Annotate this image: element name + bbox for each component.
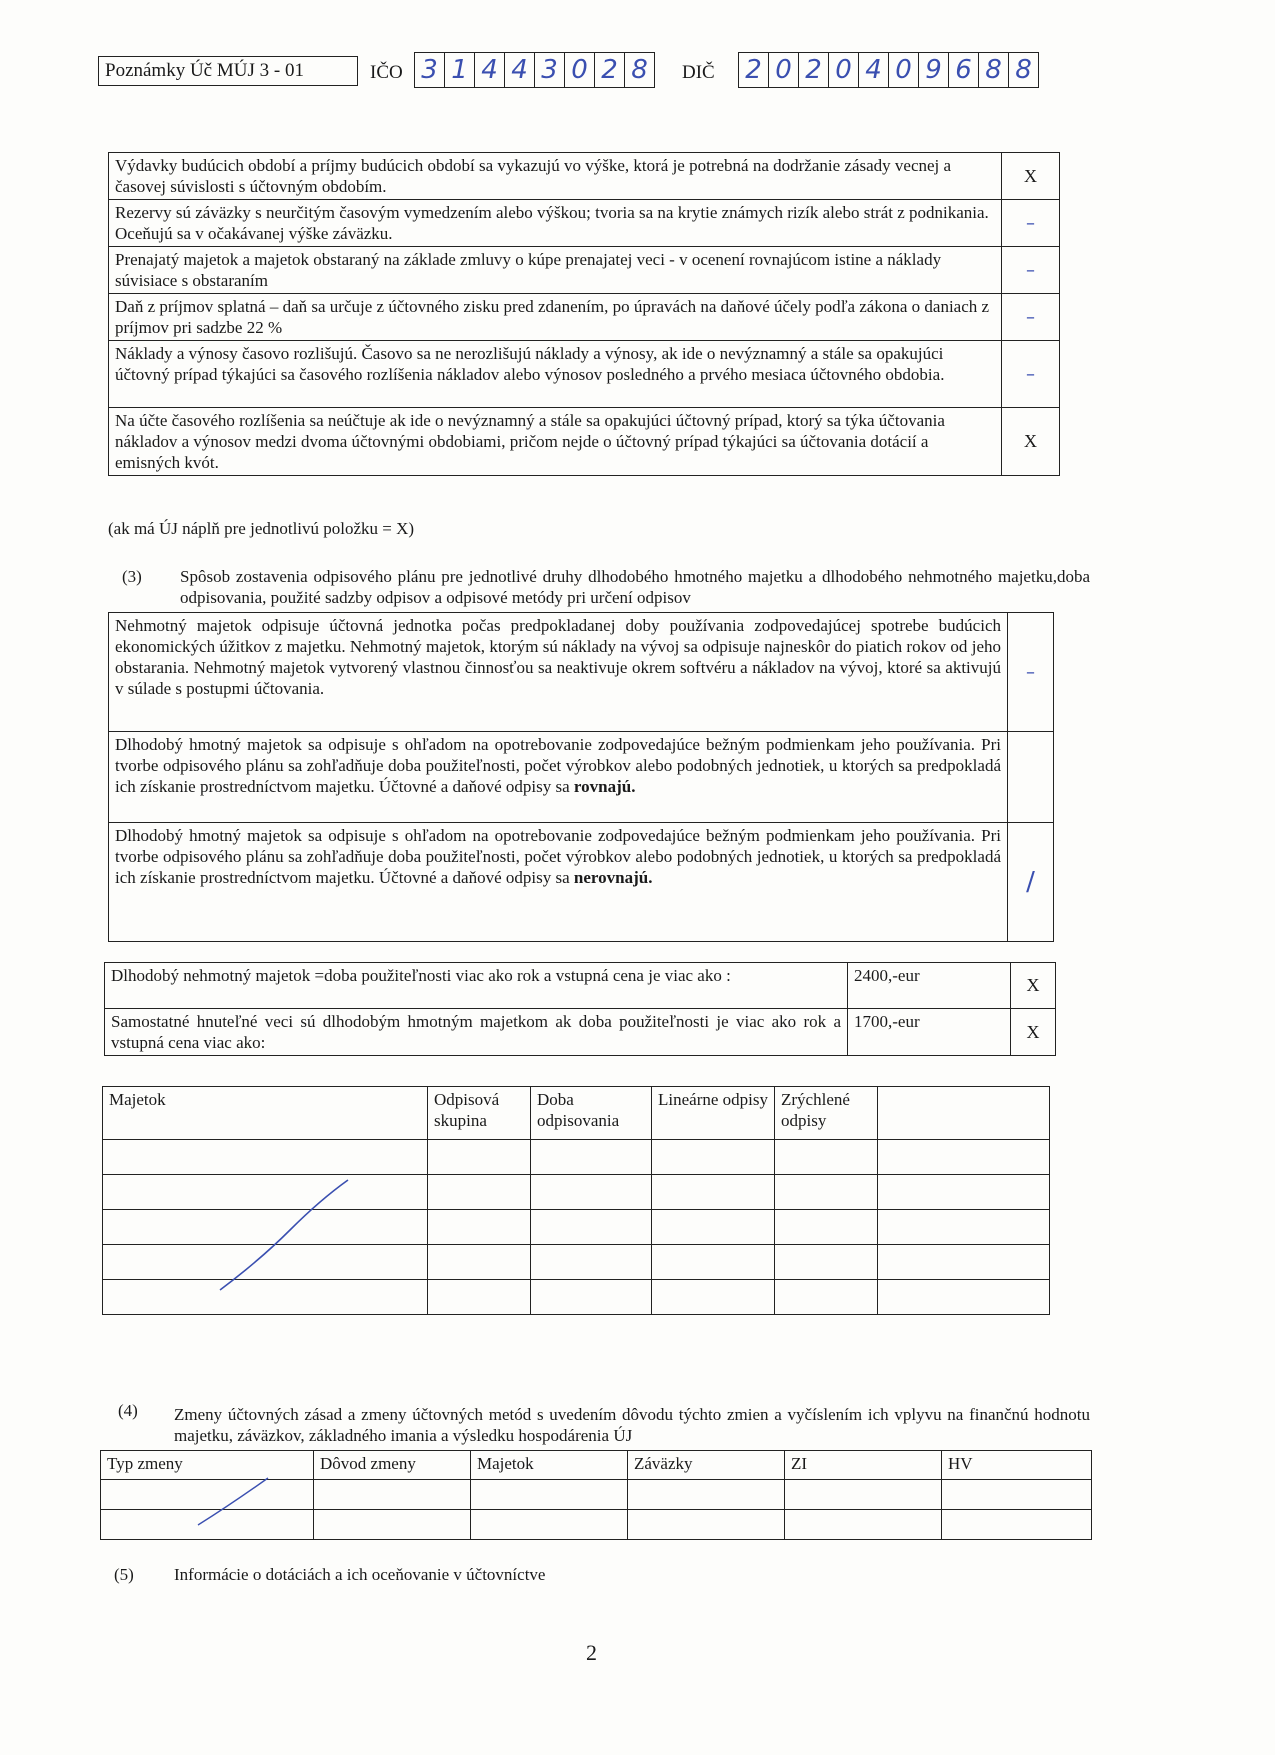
col-header: Lineárne odpisy <box>652 1087 775 1140</box>
method-cell <box>109 823 1008 942</box>
col-header: Odpisová skupina <box>428 1087 531 1140</box>
method-mark: / <box>1008 823 1054 942</box>
ico-digit: 0 <box>565 53 595 87</box>
table-row <box>105 963 1056 1009</box>
table-row <box>109 341 1060 408</box>
ico-digit: 2 <box>595 53 625 87</box>
col-header <box>878 1087 1050 1140</box>
method-mark <box>1008 732 1054 823</box>
method-text: Dlhodobý hmotný majetok sa odpisuje s ohľadom na opotrebovanie zodpovedajúce bežným podmienkam jeho používania. Pri tvorbe odpisového plánu sa zohľadňuje doba použiteľnosti, počet výrobkov alebo podobných jednotiek, u ktorých sa predpokladá ich získanie prostredníctvom majetku. Účtovné a daňové odpisy sa <box>115 735 1001 796</box>
ico-digit: 8 <box>631 55 648 85</box>
method-text: Nehmotný majetok odpisuje účtovná jednotka počas predpokladanej doby používania zodpovedajúcej spotrebe budúcich ekonomických úžitkov z majetku. Nehmotný majetok, ktorým sú náklady na vývoj sa odpisuje najneskôr do piatich rokov od jeho obstarania. Nehmotný majetok vytvorený vlastnou činnosťou sa neaktivuje okrem softvéru a nákladov na vývoj, ktoré sa aktivujú v súlade s postupmi účtovania. <box>109 613 1008 732</box>
table-row <box>109 613 1054 732</box>
dic-digit-boxes <box>738 52 1039 88</box>
form-label-box <box>98 56 358 86</box>
limit-value: 2400,-eur <box>848 963 1011 1009</box>
asset-limits-table <box>104 962 1056 1056</box>
policy-text: Daň z príjmov splatná – daň sa určuje z účtovného zisku pred zdanením, po úpravách na daňové účely podľa zákona o daniach z príjmov pri sadzbe 22 % <box>109 294 1002 341</box>
dic-digit: 2 <box>799 53 829 87</box>
strike-through-line-icon <box>200 1170 360 1300</box>
ico-digit: 1 <box>445 53 475 87</box>
method-text-bold: rovnajú. <box>573 777 636 796</box>
policy-text: Výdavky budúcich období a príjmy budúcich období sa vykazujú vo výške, ktorá je potrebná na dodržanie zásady vecnej a časovej súvislosti s účtovným obdobím. <box>109 153 1002 200</box>
policies-footnote: (ak má ÚJ náplň pre jednotlivú položku = X) <box>108 519 415 538</box>
table-row <box>109 732 1054 823</box>
section4-title: Zmeny účtovných zásad a zmeny účtovných metód s uvedením dôvodu týchto zmien a vyčíslením ich vplyvu na finančnú hodnotu majetku, záväzkov, základného imania a výsledku hospodárenia ÚJ <box>174 1405 1090 1445</box>
method-text: Dlhodobý hmotný majetok sa odpisuje s ohľadom na opotrebovanie zodpovedajúce bežným podmienkam jeho používania. Pri tvorbe odpisového plánu sa zohľadňuje doba použiteľnosti, počet výrobkov alebo podobných jednotiek, u ktorých sa predpokladá ich získanie prostredníctvom majetku. Účtovné a daňové odpisy sa <box>115 826 1001 887</box>
policy-mark: – <box>1002 247 1060 294</box>
table-header-row <box>103 1087 1050 1140</box>
col-header: Záväzky <box>628 1451 785 1480</box>
policy-mark: X <box>1002 408 1060 476</box>
policy-mark: X <box>1002 153 1060 200</box>
col-header: HV <box>942 1451 1092 1480</box>
dic-digit: 8 <box>979 53 1009 87</box>
table-row <box>109 247 1060 294</box>
section4-number: (4) <box>118 1401 138 1420</box>
form-label: Poznámky Úč MÚJ 3 - 01 <box>105 60 304 81</box>
col-header: Zrýchlené odpisy <box>775 1087 878 1140</box>
dic-digit: 6 <box>949 53 979 87</box>
section3-number: (3) <box>122 567 142 586</box>
dic-digit: 0 <box>889 53 919 87</box>
table-row <box>105 1009 1056 1056</box>
ico-digit: 4 <box>505 53 535 87</box>
ico-digit: 4 <box>475 53 505 87</box>
ico-digit: 3 <box>415 53 445 87</box>
section5-title: Informácie o dotáciách a ich oceňovanie v účtovníctve <box>174 1565 546 1584</box>
table-row <box>109 200 1060 247</box>
dic-label: DIČ <box>682 62 715 83</box>
limit-text: Dlhodobý nehmotný majetok =doba použiteľnosti viac ako rok a vstupná cena je viac ako : <box>105 963 848 1009</box>
dic-digit: 0 <box>769 53 799 87</box>
depreciation-methods-table <box>108 612 1054 942</box>
method-cell <box>109 732 1008 823</box>
table-row <box>109 294 1060 341</box>
method-text-bold: nerovnajú. <box>573 868 653 887</box>
policies-table <box>108 152 1060 476</box>
policy-mark: – <box>1002 341 1060 408</box>
col-header: Typ zmeny <box>101 1451 314 1480</box>
ico-digit-boxes <box>414 52 655 88</box>
dic-digit: 2 <box>739 53 769 87</box>
strike-through-line-icon <box>190 1470 280 1530</box>
page-number: 2 <box>586 1640 597 1665</box>
limit-mark: X <box>1011 963 1056 1009</box>
col-header: Majetok <box>103 1087 428 1140</box>
policy-text: Na účte časového rozlíšenia sa neúčtuje ak ide o nevýznamný a stále sa opakujúci účtovný prípad, ktorý sa týka účtovania nákladov a výnosov medzi dvoma účtovnými obdobiami, pričom nejde o účtovný prípad týkajúci sa účtovania dotácií a emisných kvót. <box>109 408 1002 476</box>
limit-value: 1700,-eur <box>848 1009 1011 1056</box>
table-row <box>109 153 1060 200</box>
policy-text: Náklady a výnosy časovo rozlišujú. Časovo sa ne nerozlišujú náklady a výnosy, ak ide o nevýznamný a stále sa opakujúci účtovný prípad týkajúci sa časového rozlíšenia nákladov alebo výnosov posledného a prvého mesiaca účtovného obdobia. <box>109 341 1002 408</box>
section3-title: Spôsob zostavenia odpisového plánu pre jednotlivé druhy dlhodobého hmotného majetku a dlhodobého nehmotného majetku,doba odpisovania, použité sadzby odpisov a odpisové metódy pri určení odpisov <box>180 567 1090 607</box>
policy-text: Rezervy sú záväzky s neurčitým časovým vymedzením alebo výškou; tvoria sa na krytie známych rizík alebo strát z podnikania. Oceňujú sa v očakávanej výške záväzku. <box>109 200 1002 247</box>
dic-digit: 8 <box>1015 55 1032 85</box>
col-header: Dôvod zmeny <box>314 1451 471 1480</box>
col-header: Doba odpisovania <box>531 1087 652 1140</box>
policy-mark: – <box>1002 294 1060 341</box>
table-row <box>109 408 1060 476</box>
method-mark: – <box>1008 613 1054 732</box>
section5-number: (5) <box>114 1565 134 1584</box>
policy-mark: – <box>1002 200 1060 247</box>
dic-digit: 9 <box>919 53 949 87</box>
limit-text: Samostatné hnuteľné veci sú dlhodobým hmotným majetkom ak doba použiteľnosti je viac ako rok a vstupná cena viac ako: <box>105 1009 848 1056</box>
limit-mark: X <box>1011 1009 1056 1056</box>
col-header: ZI <box>785 1451 942 1480</box>
ico-label: IČO <box>370 62 403 83</box>
dic-digit: 0 <box>829 53 859 87</box>
table-row <box>109 823 1054 942</box>
policy-text: Prenajatý majetok a majetok obstaraný na základe zmluvy o kúpe prenajatej veci - v ocenení rovnajúcom istine a náklady súvisiace s obstaraním <box>109 247 1002 294</box>
col-header: Majetok <box>471 1451 628 1480</box>
dic-digit: 4 <box>859 53 889 87</box>
ico-digit: 3 <box>535 53 565 87</box>
